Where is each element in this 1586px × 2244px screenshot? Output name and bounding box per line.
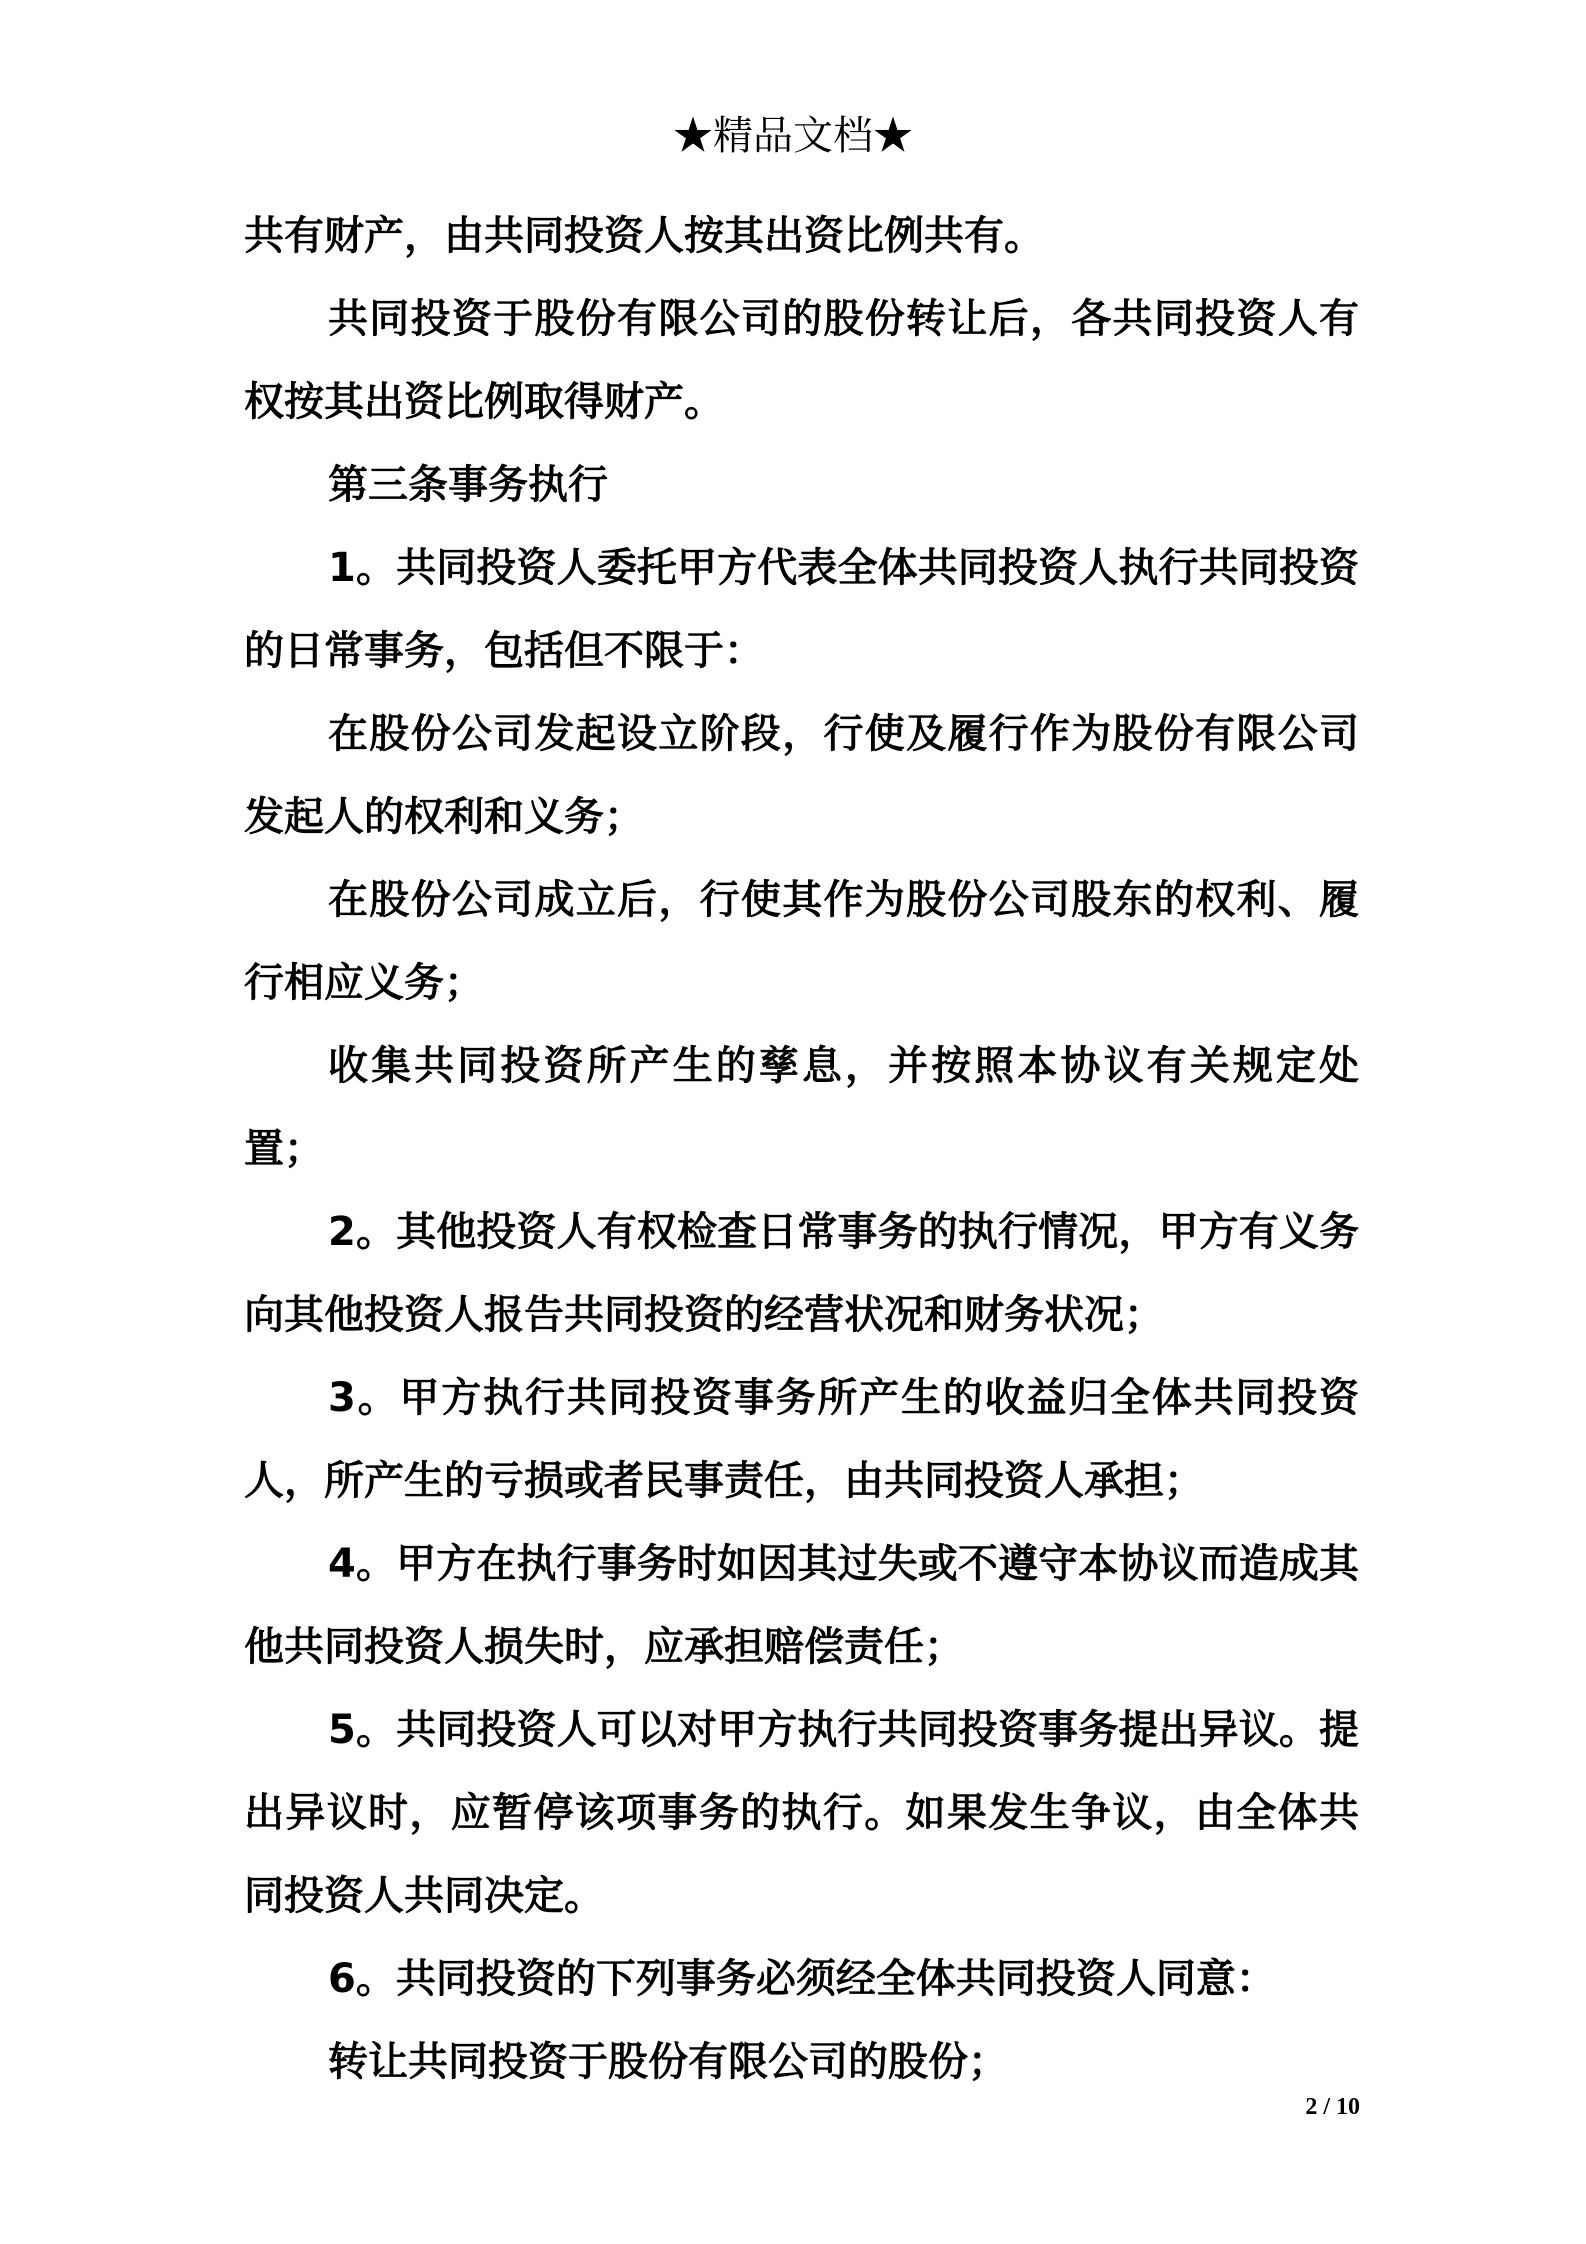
paragraph-item-3: 3。甲方执行共同投资事务所产生的收益归全体共同投资人，所产生的亏损或者民事责任，由共同投资人承担； — [244, 1375, 1359, 1504]
paragraph-item-1: 1。共同投资人委托甲方代表全体共同投资人执行共同投资的日常事务，包括但不限于： — [244, 545, 1359, 674]
document-body — [244, 195, 1359, 2104]
paragraph-item-4: 4。甲方在执行事务时如因其过失或不遵守本协议而造成其他共同投资人损失时，应承担赔偿责任； — [244, 1541, 1359, 1670]
paragraph-2: 共同投资于股份有限公司的股份转让后，各共同投资人有权按其出资比例取得财产。 — [244, 296, 1359, 425]
page-header-title: ★精品文档★ — [673, 113, 913, 159]
paragraph-subitem-transfer: 转让共同投资于股份有限公司的股份； — [328, 2039, 1008, 2085]
paragraph-subitem-2: 在股份公司成立后，行使其作为股份公司股东的权利、履行相应义务； — [244, 877, 1359, 1006]
paragraph-1: 共有财产，由共同投资人按其出资比例共有。 — [244, 213, 1044, 259]
paragraph-item-5: 5。共同投资人可以对甲方执行共同投资事务提出异议。提出异议时，应暂停该项事务的执行。如果发生争议，由全体共同投资人共同决定。 — [244, 1707, 1359, 1919]
paragraph-item-6: 6。共同投资的下列事务必须经全体共同投资人同意： — [328, 1956, 1276, 2002]
page-number: 2 / 10 — [1305, 2094, 1360, 2120]
section-heading-article-3: 第三条事务执行 — [328, 462, 608, 508]
paragraph-item-2: 2。其他投资人有权检查日常事务的执行情况，甲方有义务向其他投资人报告共同投资的经营状况和财务状况； — [244, 1209, 1359, 1338]
paragraph-subitem-3: 收集共同投资所产生的孳息，并按照本协议有关规定处置； — [244, 1043, 1359, 1172]
paragraph-subitem-1: 在股份公司发起设立阶段，行使及履行作为股份有限公司发起人的权利和义务； — [244, 711, 1359, 840]
